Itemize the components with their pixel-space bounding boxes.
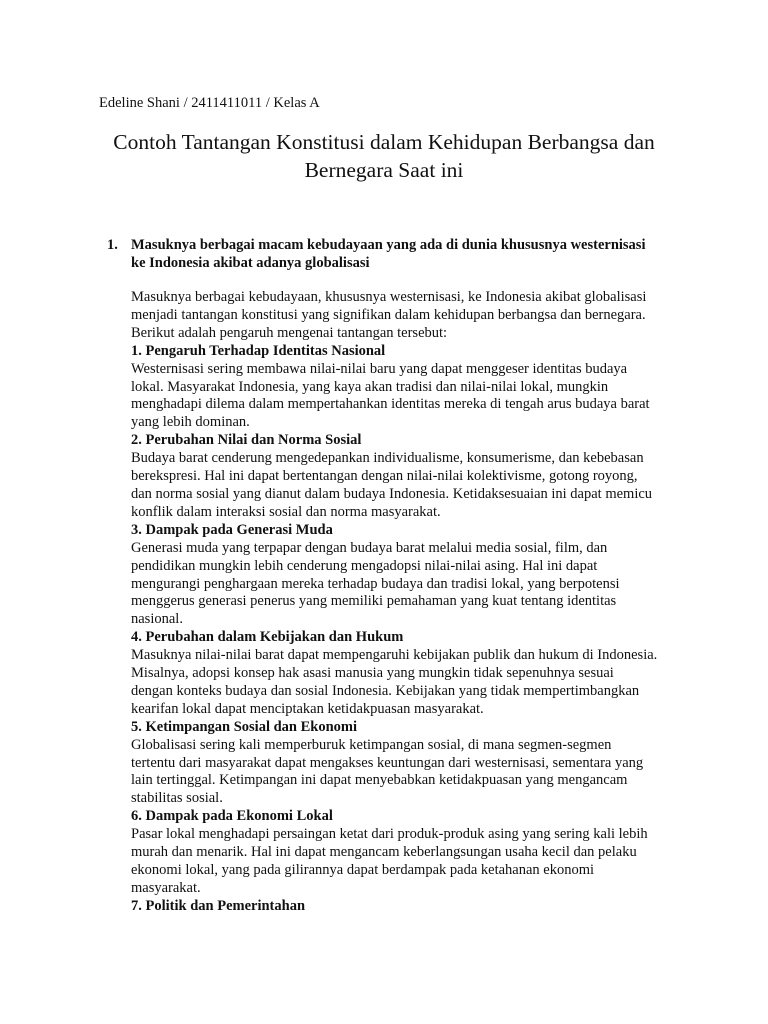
section-line: masyarakat. [131, 879, 201, 896]
section-heading: 4. Perubahan dalam Kebijakan dan Hukum [131, 629, 404, 646]
section-line: ekonomi lokal, yang pada gilirannya dapat berdampak pada ketahanan ekonomi [131, 862, 595, 878]
section-line: pendidikan mungkin lebih cenderung mengadopsi nilai-nilai asing. Hal ini dapat [131, 557, 598, 574]
intro-line: menjadi tantangan konstitusi yang signifikan dalam kehidupan berbangsa dan bernegara. [131, 306, 646, 323]
section-line: stabilitas sosial. [131, 790, 223, 807]
section-line: Westernisasi sering membawa nilai-nilai baru yang dapat menggeser identitas budaya [131, 360, 628, 377]
section-line: menggerus generasi penerus yang memiliki pemahaman yang kuat tentang identitas [131, 593, 617, 610]
section-line: menghadapi dilema dalam mempertahankan identitas mereka di tengah arus budaya barat [131, 396, 650, 413]
section-line: Globalisasi sering kali memperburuk ketimpangan sosial, di mana segmen-segmen [131, 736, 612, 753]
section-line: yang lebih dominan. [131, 414, 250, 431]
section-line: nasional. [131, 611, 183, 628]
section-line: lain tertinggal. Ketimpangan ini dapat menyebabkan ketidakpuasan yang mengancam [131, 772, 628, 789]
intro-line: Berikut adalah pengaruh mengenai tantangan tersebut: [131, 324, 448, 341]
section-line: tertentu dari masyarakat dapat mengakses keuntungan dari westernisasi, sementara yang [131, 754, 644, 771]
section-line: Misalnya, adopsi konsep hak asasi manusia yang mungkin tidak sepenuhnya sesuai [131, 665, 614, 682]
section-heading: 2. Perubahan Nilai dan Norma Sosial [131, 432, 362, 449]
answer-body [131, 289, 711, 916]
section-line: murah dan menarik. Hal ini dapat mengancam keberlangsungan usaha kecil dan pelaku [131, 844, 637, 861]
section-line: Pasar lokal menghadapi persaingan ketat dari produk-produk asing yang sering kali lebih [131, 826, 648, 843]
section-heading: 3. Dampak pada Generasi Muda [131, 521, 333, 538]
section-line: kearifan lokal dapat menciptakan ketidakpuasan masyarakat. [131, 700, 484, 717]
section-heading: 1. Pengaruh Terhadap Identitas Nasional [131, 342, 386, 359]
section-line: dengan konteks budaya dan sosial Indonesia. Kebijakan yang tidak mempertimbangkan [131, 682, 640, 699]
author-line: Edeline Shani / 2411411011 / Kelas A [99, 95, 320, 111]
section-line: berekspresi. Hal ini dapat bertentangan dengan nilai-nilai kolektivisme, gotong royong, [131, 468, 638, 485]
section-line: dan norma sosial yang dianut dalam budaya Indonesia. Ketidaksesuaian ini dapat memicu [131, 485, 653, 502]
question-line: Masuknya berbagai macam kebudayaan yang ada di dunia khususnya westernisasi [131, 237, 646, 253]
section-heading: 5. Ketimpangan Sosial dan Ekonomi [131, 718, 358, 735]
question-number: 1. [107, 237, 118, 253]
title-line: Bernegara Saat ini [304, 158, 464, 182]
section-heading: 7. Politik dan Pemerintahan [131, 897, 306, 914]
section-line: Budaya barat cenderung mengedepankan individualisme, konsumerisme, dan kebebasan [131, 450, 644, 467]
question-line: ke Indonesia akibat adanya globalisasi [131, 255, 370, 271]
section-line: Generasi muda yang terpapar dengan budaya barat melalui media sosial, film, dan [131, 539, 608, 556]
document-title [40, 128, 728, 184]
section-heading: 6. Dampak pada Ekonomi Lokal [131, 808, 333, 825]
section-line: lokal. Masyarakat Indonesia, yang kaya akan tradisi dan nilai-nilai lokal, mungkin [131, 378, 609, 395]
title-line: Contoh Tantangan Konstitusi dalam Kehidupan Berbangsa dan [113, 130, 655, 154]
intro-line: Masuknya berbagai kebudayaan, khususnya westernisasi, ke Indonesia akibat globalisasi [131, 289, 647, 305]
question-text [131, 236, 701, 272]
section-line: konflik dalam interaksi sosial dan norma masyarakat. [131, 503, 441, 520]
section-line: Masuknya nilai-nilai barat dapat mempengaruhi kebijakan publik dan hukum di Indonesia. [131, 647, 658, 664]
section-line: mengurangi penghargaan mereka terhadap budaya dan tradisi lokal, yang berpotensi [131, 575, 620, 592]
